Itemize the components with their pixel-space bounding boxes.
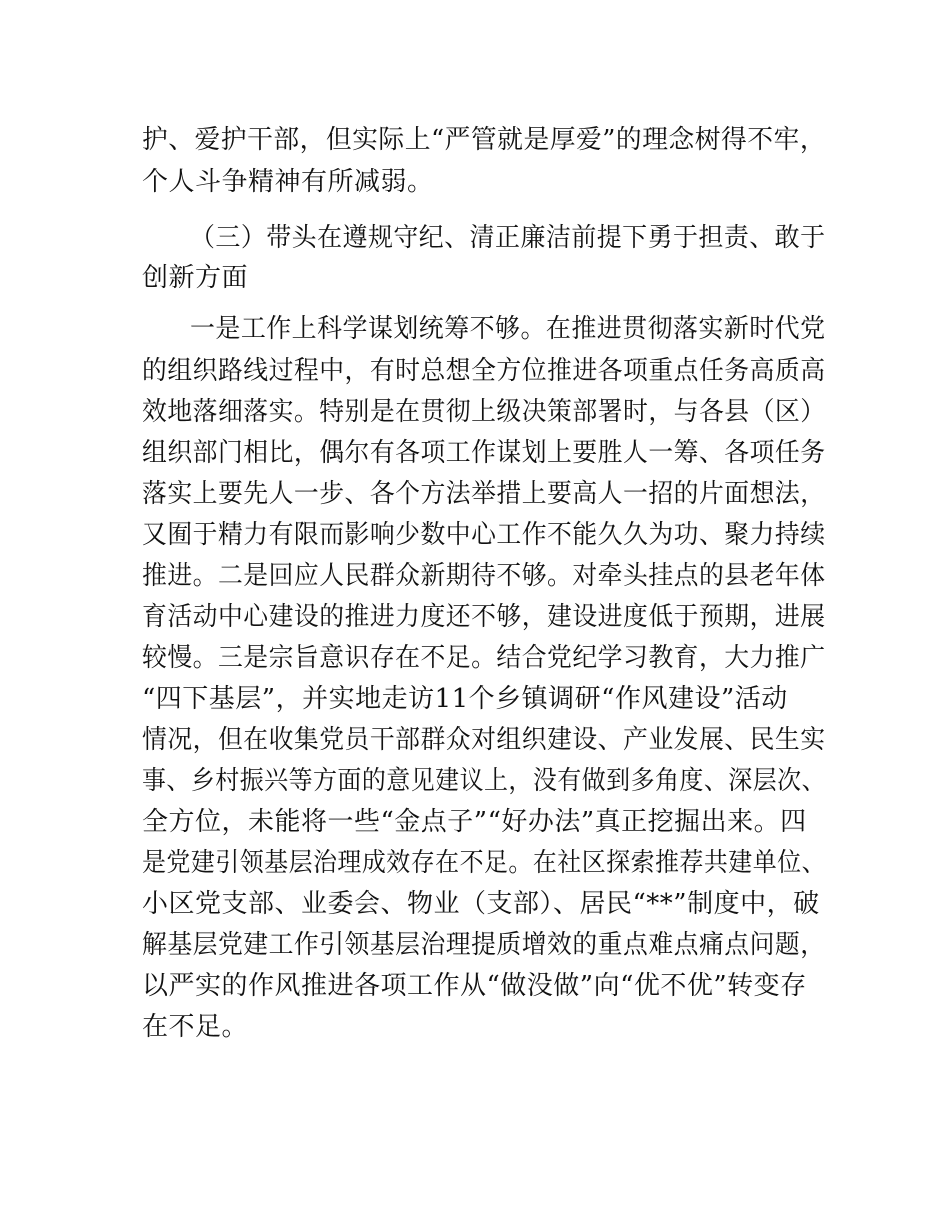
text-line: 全方位，未能将一些“金点子”“好办法”真正挖掘出来。四 xyxy=(142,807,807,837)
text-line: 组织部门相比，偶尔有各项工作谋划上要胜人一筹、各项任务 xyxy=(142,438,826,468)
text-line: 的组织路线过程中，有时总想全方位推进各项重点任务高质高 xyxy=(142,356,826,386)
text-line: 是党建引领基层治理成效存在不足。在社区探索推荐共建单位、 xyxy=(142,848,827,878)
text-line: 推进。二是回应人民群众新期待不够。对牵头挂点的县老年体 xyxy=(142,561,826,591)
text-line: 情况，但在收集党员干部群众对组织建设、产业发展、民生实 xyxy=(142,725,826,755)
section-heading: （三）带头在遵规守纪、清正廉洁前提下勇于担责、敢于 xyxy=(190,223,826,253)
text-line: 效地落细落实。特别是在贯彻上级决策部署时，与各县（区） xyxy=(142,397,826,427)
text-line: 育活动中心建设的推进力度还不够，建设进度低于预期，进展 xyxy=(142,602,826,632)
text-line: 解基层党建工作引领基层治理提质增效的重点难点痛点问题， xyxy=(142,930,826,960)
section-heading: 创新方面 xyxy=(142,263,249,293)
text-line: 落实上要先人一步、各个方法举措上要高人一招的片面想法， xyxy=(142,479,826,509)
text-line: 一是工作上科学谋划统筹不够。在推进贯彻落实新时代党 xyxy=(190,314,826,344)
text-line: 在不足。 xyxy=(142,1012,249,1042)
text-line: 个人斗争精神有所减弱。 xyxy=(142,167,434,197)
text-line: “四下基层”，并实地走访11个乡镇调研“作风建设”活动 xyxy=(142,684,788,714)
text-line: 以严实的作风推进各项工作从“做没做”向“优不优”转变存 xyxy=(142,971,807,1001)
text-line: 较慢。三是宗旨意识存在不足。结合党纪学习教育，大力推广 xyxy=(142,643,826,673)
text-line: 小区党支部、业委会、物业（支部）、居民“**”制度中，破 xyxy=(142,889,820,919)
text-line: 又囿于精力有限而影响少数中心工作不能久久为功、聚力持续 xyxy=(142,520,826,550)
text-line: 护、爱护干部，但实际上“严管就是厚爱”的理念树得不牢， xyxy=(142,125,827,155)
text-line: 事、乡村振兴等方面的意见建议上，没有做到多角度、深层次、 xyxy=(142,766,827,796)
